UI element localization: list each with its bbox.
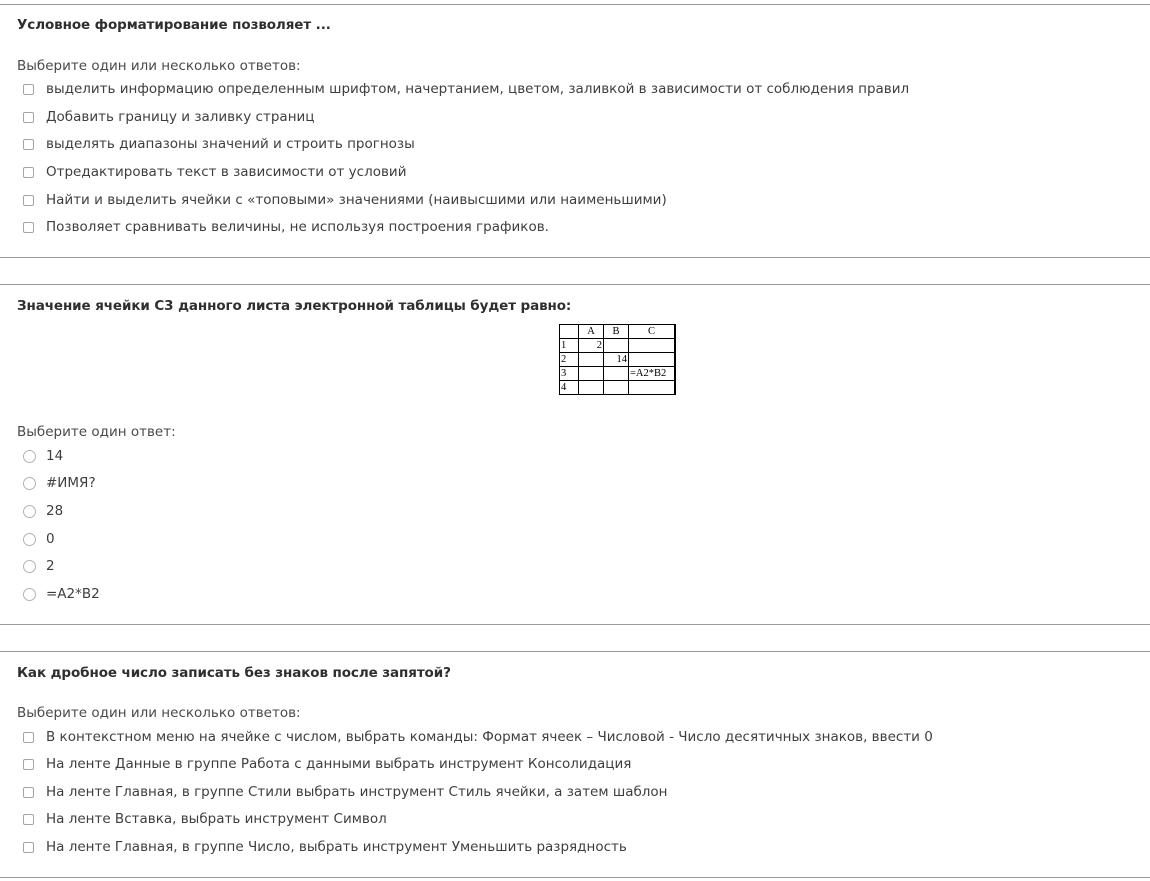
divider-q2-top <box>0 284 1150 285</box>
question-3-text: Как дробное число записать без знаков после запятой? <box>17 665 451 681</box>
divider-q2-bottom <box>0 624 1150 625</box>
option-label: На ленте Данные в группе Работа с данными выбрать инструмент Консолидация <box>46 756 632 772</box>
option-label: #ИМЯ? <box>46 475 96 491</box>
checkbox[interactable] <box>23 222 34 233</box>
radio-button[interactable] <box>23 477 36 490</box>
option-label: На ленте Главная, в группе Стили выбрать инструмент Стиль ячейки, а затем шаблон <box>46 784 668 800</box>
sheet-cell-c1 <box>629 339 676 353</box>
divider-q3-bottom <box>0 877 1150 878</box>
option-label: Отредактировать текст в зависимости от условий <box>46 164 407 180</box>
q1-option-4[interactable] <box>23 163 407 181</box>
sheet-col-header: B <box>604 325 629 339</box>
checkbox[interactable] <box>23 759 34 770</box>
divider-q1-bottom <box>0 257 1150 258</box>
divider-q1-top <box>0 4 1150 5</box>
q2-option-6[interactable] <box>23 585 100 603</box>
sheet-row <box>560 353 676 367</box>
question-3-prompt: Выберите один или несколько ответов: <box>17 705 301 721</box>
option-label: выделить информацию определенным шрифтом, начертанием, цветом, заливкой в зависимости от соблюдения правил <box>46 81 910 97</box>
option-label: В контекстном меню на ячейке с числом, выбрать команды: Формат ячеек – Числовой - Число десятичных знаков, ввести 0 <box>46 729 933 745</box>
option-label: 28 <box>46 503 64 519</box>
radio-button[interactable] <box>23 533 36 546</box>
option-label: На ленте Главная, в группе Число, выбрать инструмент Уменьшить разрядность <box>46 839 627 855</box>
radio-button[interactable] <box>23 588 36 601</box>
radio-button[interactable] <box>23 505 36 518</box>
sheet-row-header: 3 <box>560 367 579 381</box>
q2-option-4[interactable] <box>23 530 55 548</box>
sheet-cell-c4 <box>629 381 676 395</box>
checkbox[interactable] <box>23 84 34 95</box>
checkbox[interactable] <box>23 732 34 743</box>
radio-button[interactable] <box>23 450 36 463</box>
option-label: Позволяет сравнивать величины, не используя построения графиков. <box>46 219 549 235</box>
sheet-col-header: C <box>629 325 676 339</box>
sheet-cell-b4 <box>604 381 629 395</box>
q3-option-4[interactable] <box>23 810 387 828</box>
q3-option-3[interactable] <box>23 783 668 801</box>
sheet-header-row <box>560 325 676 339</box>
q1-option-3[interactable] <box>23 135 415 153</box>
checkbox[interactable] <box>23 112 34 123</box>
q2-option-3[interactable] <box>23 502 64 520</box>
q1-option-1[interactable] <box>23 80 910 98</box>
spreadsheet-image <box>559 324 676 395</box>
sheet-row <box>560 381 676 395</box>
checkbox[interactable] <box>23 842 34 853</box>
checkbox[interactable] <box>23 195 34 206</box>
q2-option-1[interactable] <box>23 447 64 465</box>
q3-option-1[interactable] <box>23 728 933 746</box>
option-label: 2 <box>46 558 55 574</box>
sheet-corner-cell <box>560 325 579 339</box>
sheet-cell-a2 <box>579 353 604 367</box>
radio-button[interactable] <box>23 560 36 573</box>
q1-option-2[interactable] <box>23 108 315 126</box>
option-label: Добавить границу и заливку страниц <box>46 109 315 125</box>
question-2-prompt: Выберите один ответ: <box>17 424 176 440</box>
sheet-row-header: 4 <box>560 381 579 395</box>
question-1-text: Условное форматирование позволяет ... <box>17 17 331 33</box>
q1-option-5[interactable] <box>23 191 667 209</box>
q2-option-2[interactable] <box>23 474 96 492</box>
question-2-text: Значение ячейки С3 данного листа электронной таблицы будет равно: <box>17 298 572 314</box>
option-label: На ленте Вставка, выбрать инструмент Символ <box>46 811 387 827</box>
sheet-row <box>560 339 676 353</box>
option-label: 0 <box>46 531 55 547</box>
sheet-col-header: A <box>579 325 604 339</box>
checkbox[interactable] <box>23 814 34 825</box>
q3-option-5[interactable] <box>23 838 627 856</box>
question-1-prompt: Выберите один или несколько ответов: <box>17 58 301 74</box>
q3-option-2[interactable] <box>23 755 632 773</box>
sheet-cell-b3 <box>604 367 629 381</box>
sheet-cell-a1: 2 <box>579 339 604 353</box>
option-label: выделять диапазоны значений и строить прогнозы <box>46 136 415 152</box>
sheet-cell-c3: =A2*B2 <box>629 367 676 381</box>
sheet-cell-a4 <box>579 381 604 395</box>
sheet-row <box>560 367 676 381</box>
checkbox[interactable] <box>23 139 34 150</box>
sheet-cell-b2: 14 <box>604 353 629 367</box>
sheet-row-header: 2 <box>560 353 579 367</box>
sheet-cell-b1 <box>604 339 629 353</box>
sheet-cell-a3 <box>579 367 604 381</box>
sheet-row-header: 1 <box>560 339 579 353</box>
divider-q3-top <box>0 651 1150 652</box>
option-label: 14 <box>46 448 64 464</box>
option-label: =A2*B2 <box>46 586 100 602</box>
q1-option-6[interactable] <box>23 218 549 236</box>
checkbox[interactable] <box>23 787 34 798</box>
sheet-cell-c2 <box>629 353 676 367</box>
checkbox[interactable] <box>23 167 34 178</box>
option-label: Найти и выделить ячейки с «топовыми» значениями (наивысшими или наименьшими) <box>46 192 667 208</box>
q2-option-5[interactable] <box>23 557 55 575</box>
